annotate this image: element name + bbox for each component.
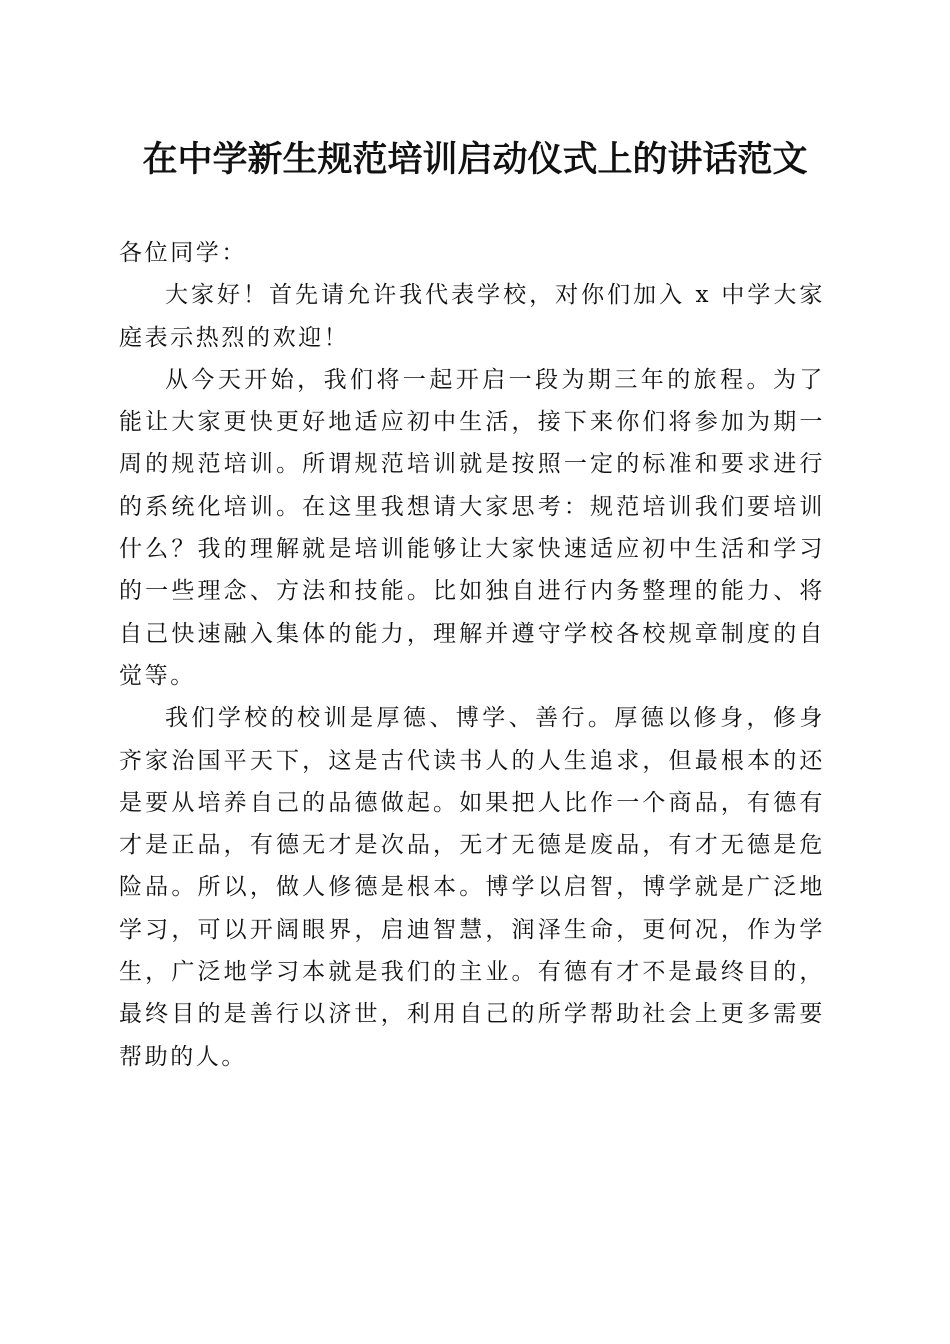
salutation: 各位同学： xyxy=(119,240,247,266)
paragraph-welcome: 大家好！首先请允许我代表学校，对你们加入 x 中学大家庭表示热烈的欢迎！ xyxy=(119,282,825,351)
document-title: 在中学新生规范培训启动仪式上的讲话范文 xyxy=(142,139,808,180)
paragraph-school-motto: 我们学校的校训是厚德、博学、善行。厚德以修身，修身齐家治国平天下，这是古代读书人的人生追求，但最根本的还是要从培养自己的品德做起。如果把人比作一个商品，有德有才是正品，有德无才是次品，无才无德是废品，有才无德是危险品。所以，做人修德是根本。博学以启智，博学就是广泛地学习，可以开阔眼界，启迪智慧，润泽生命，更何况，作为学生，广泛地学习本就是我们的主业。有德有才不是最终目的，最终目的是善行以济世，利用自己的所学帮助社会上更多需要帮助的人。 xyxy=(119,705,825,1070)
document-body xyxy=(119,232,825,1078)
paragraph-training: 从今天开始，我们将一起开启一段为期三年的旅程。为了能让大家更快更好地适应初中生活，接下来你们将参加为期一周的规范培训。所谓规范培训就是按照一定的标准和要求进行的系统化培训。在这里我想请大家思考：规范培训我们要培训什么？我的理解就是培训能够让大家快速适应初中生活和学习的一些理念、方法和技能。比如独自进行内务整理的能力、将自己快速融入集体的能力，理解并遵守学校各校规章制度的自觉等。 xyxy=(119,366,825,689)
